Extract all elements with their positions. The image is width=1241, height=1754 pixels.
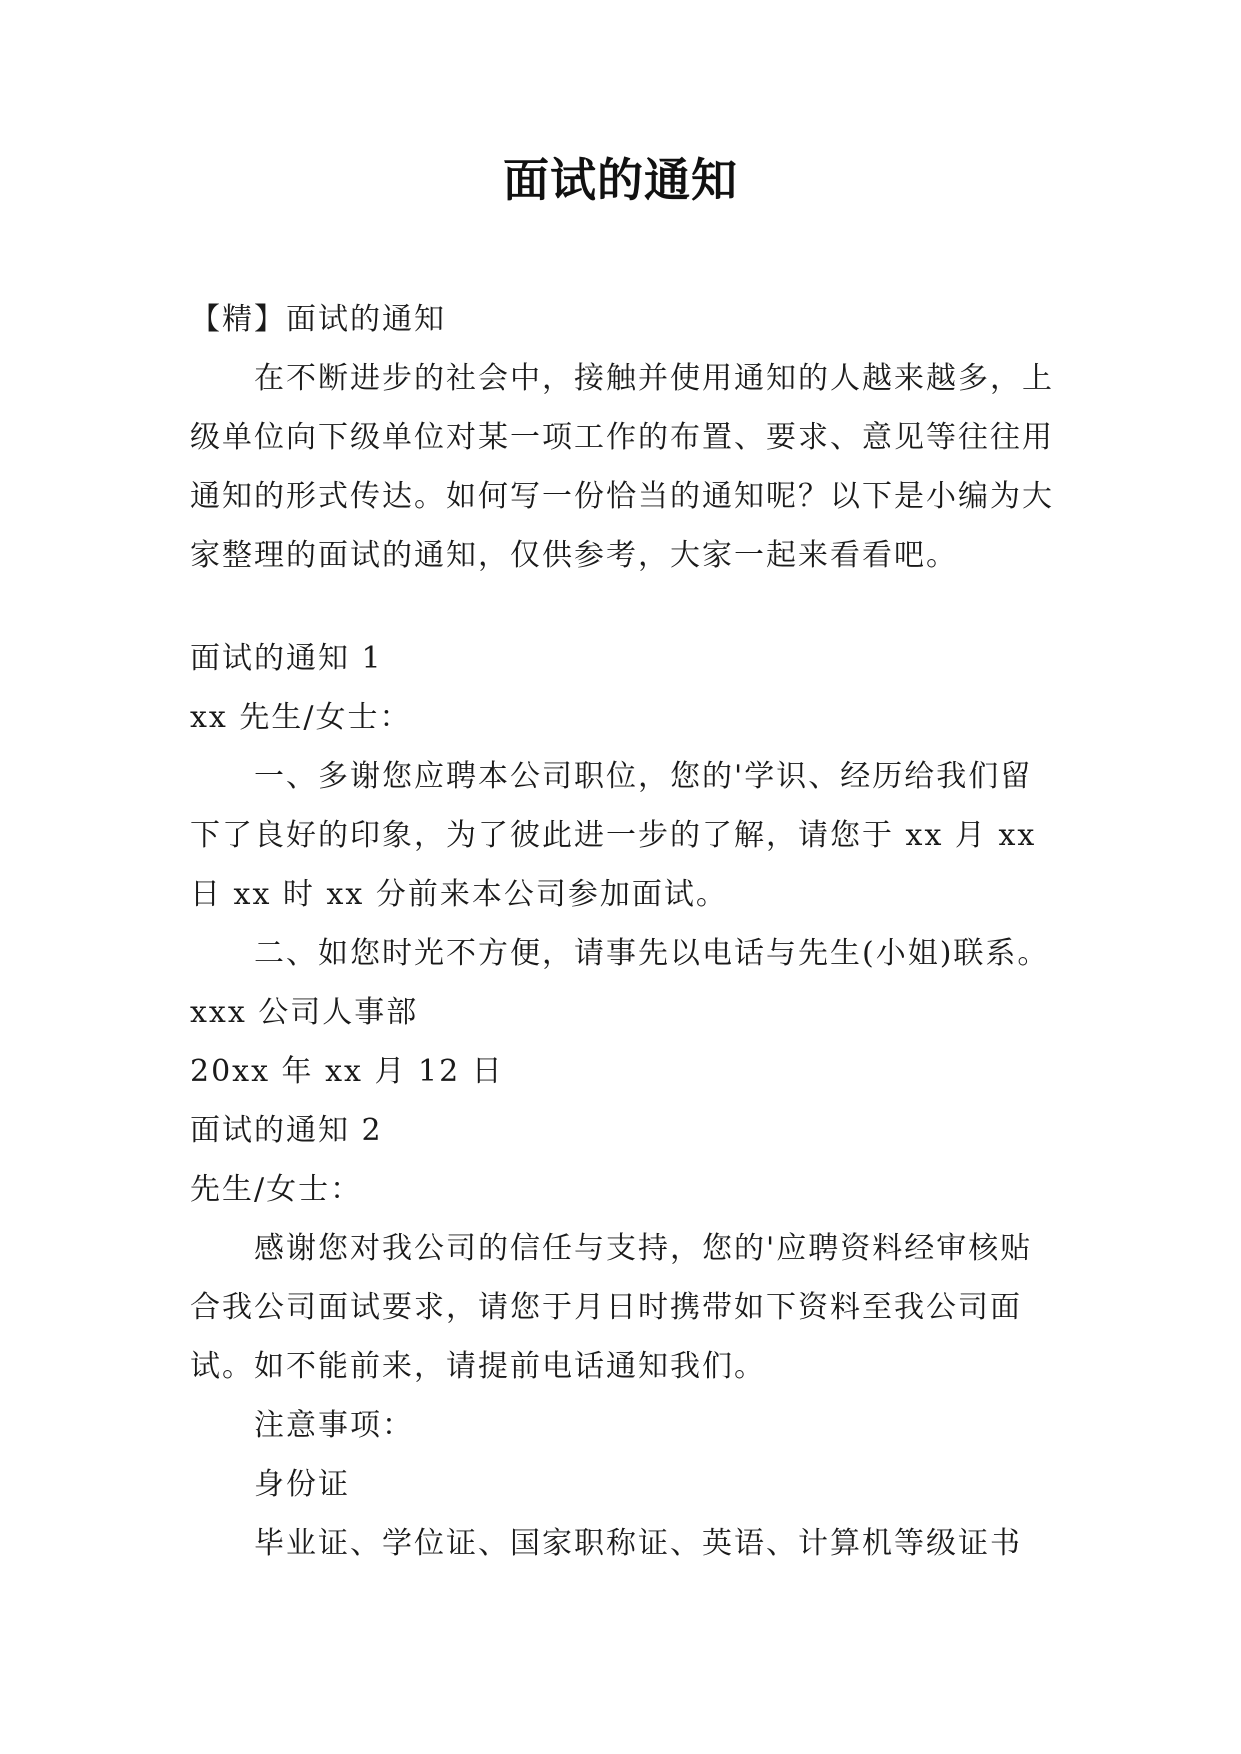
notice1-paragraph-1: 一、多谢您应聘本公司职位，您的'学识、经历给我们留下了良好的印象，为了彼此进一步的了解，请您于 xx 月 xx 日 xx 时 xx 分前来本公司参加面试。 (190, 759, 1037, 912)
document-body (190, 290, 1060, 1573)
article-label: 【精】面试的通知 (190, 302, 446, 337)
notice1-signature: xxx 公司人事部 (190, 995, 419, 1030)
notice2-item: 身份证 (254, 1467, 350, 1502)
notice1-heading: 面试的通知 1 (190, 641, 383, 676)
notice1-salutation: xx 先生/女士： (190, 700, 412, 735)
notice2-salutation: 先生/女士： (190, 1172, 363, 1207)
notice2-item: 毕业证、学位证、国家职称证、英语、计算机等级证书 (254, 1526, 1022, 1561)
document-title: 面试的通知 (503, 153, 738, 207)
notice1-date: 20xx 年 xx 月 12 日 (190, 1054, 504, 1089)
notice2-notes-heading: 注意事项： (254, 1408, 414, 1443)
notice1-paragraph-2: 二、如您时光不方便，请事先以电话与先生(小姐)联系。 (254, 936, 1050, 971)
notice2-paragraph-1: 感谢您对我公司的信任与支持，您的'应聘资料经审核贴合我公司面试要求，请您于月日时携带如下资料至我公司面试。如不能前来，请提前电话通知我们。 (190, 1231, 1033, 1384)
notice2-heading: 面试的通知 2 (190, 1113, 383, 1148)
intro-paragraph: 在不断进步的社会中，接触并使用通知的人越来越多，上级单位向下级单位对某一项工作的布置、要求、意见等往往用通知的形式传达。如何写一份恰当的通知呢？以下是小编为大家整理的面试的通知，仅供参考，大家一起来看看吧。 (190, 361, 1054, 573)
paragraph-gap (190, 585, 1060, 629)
